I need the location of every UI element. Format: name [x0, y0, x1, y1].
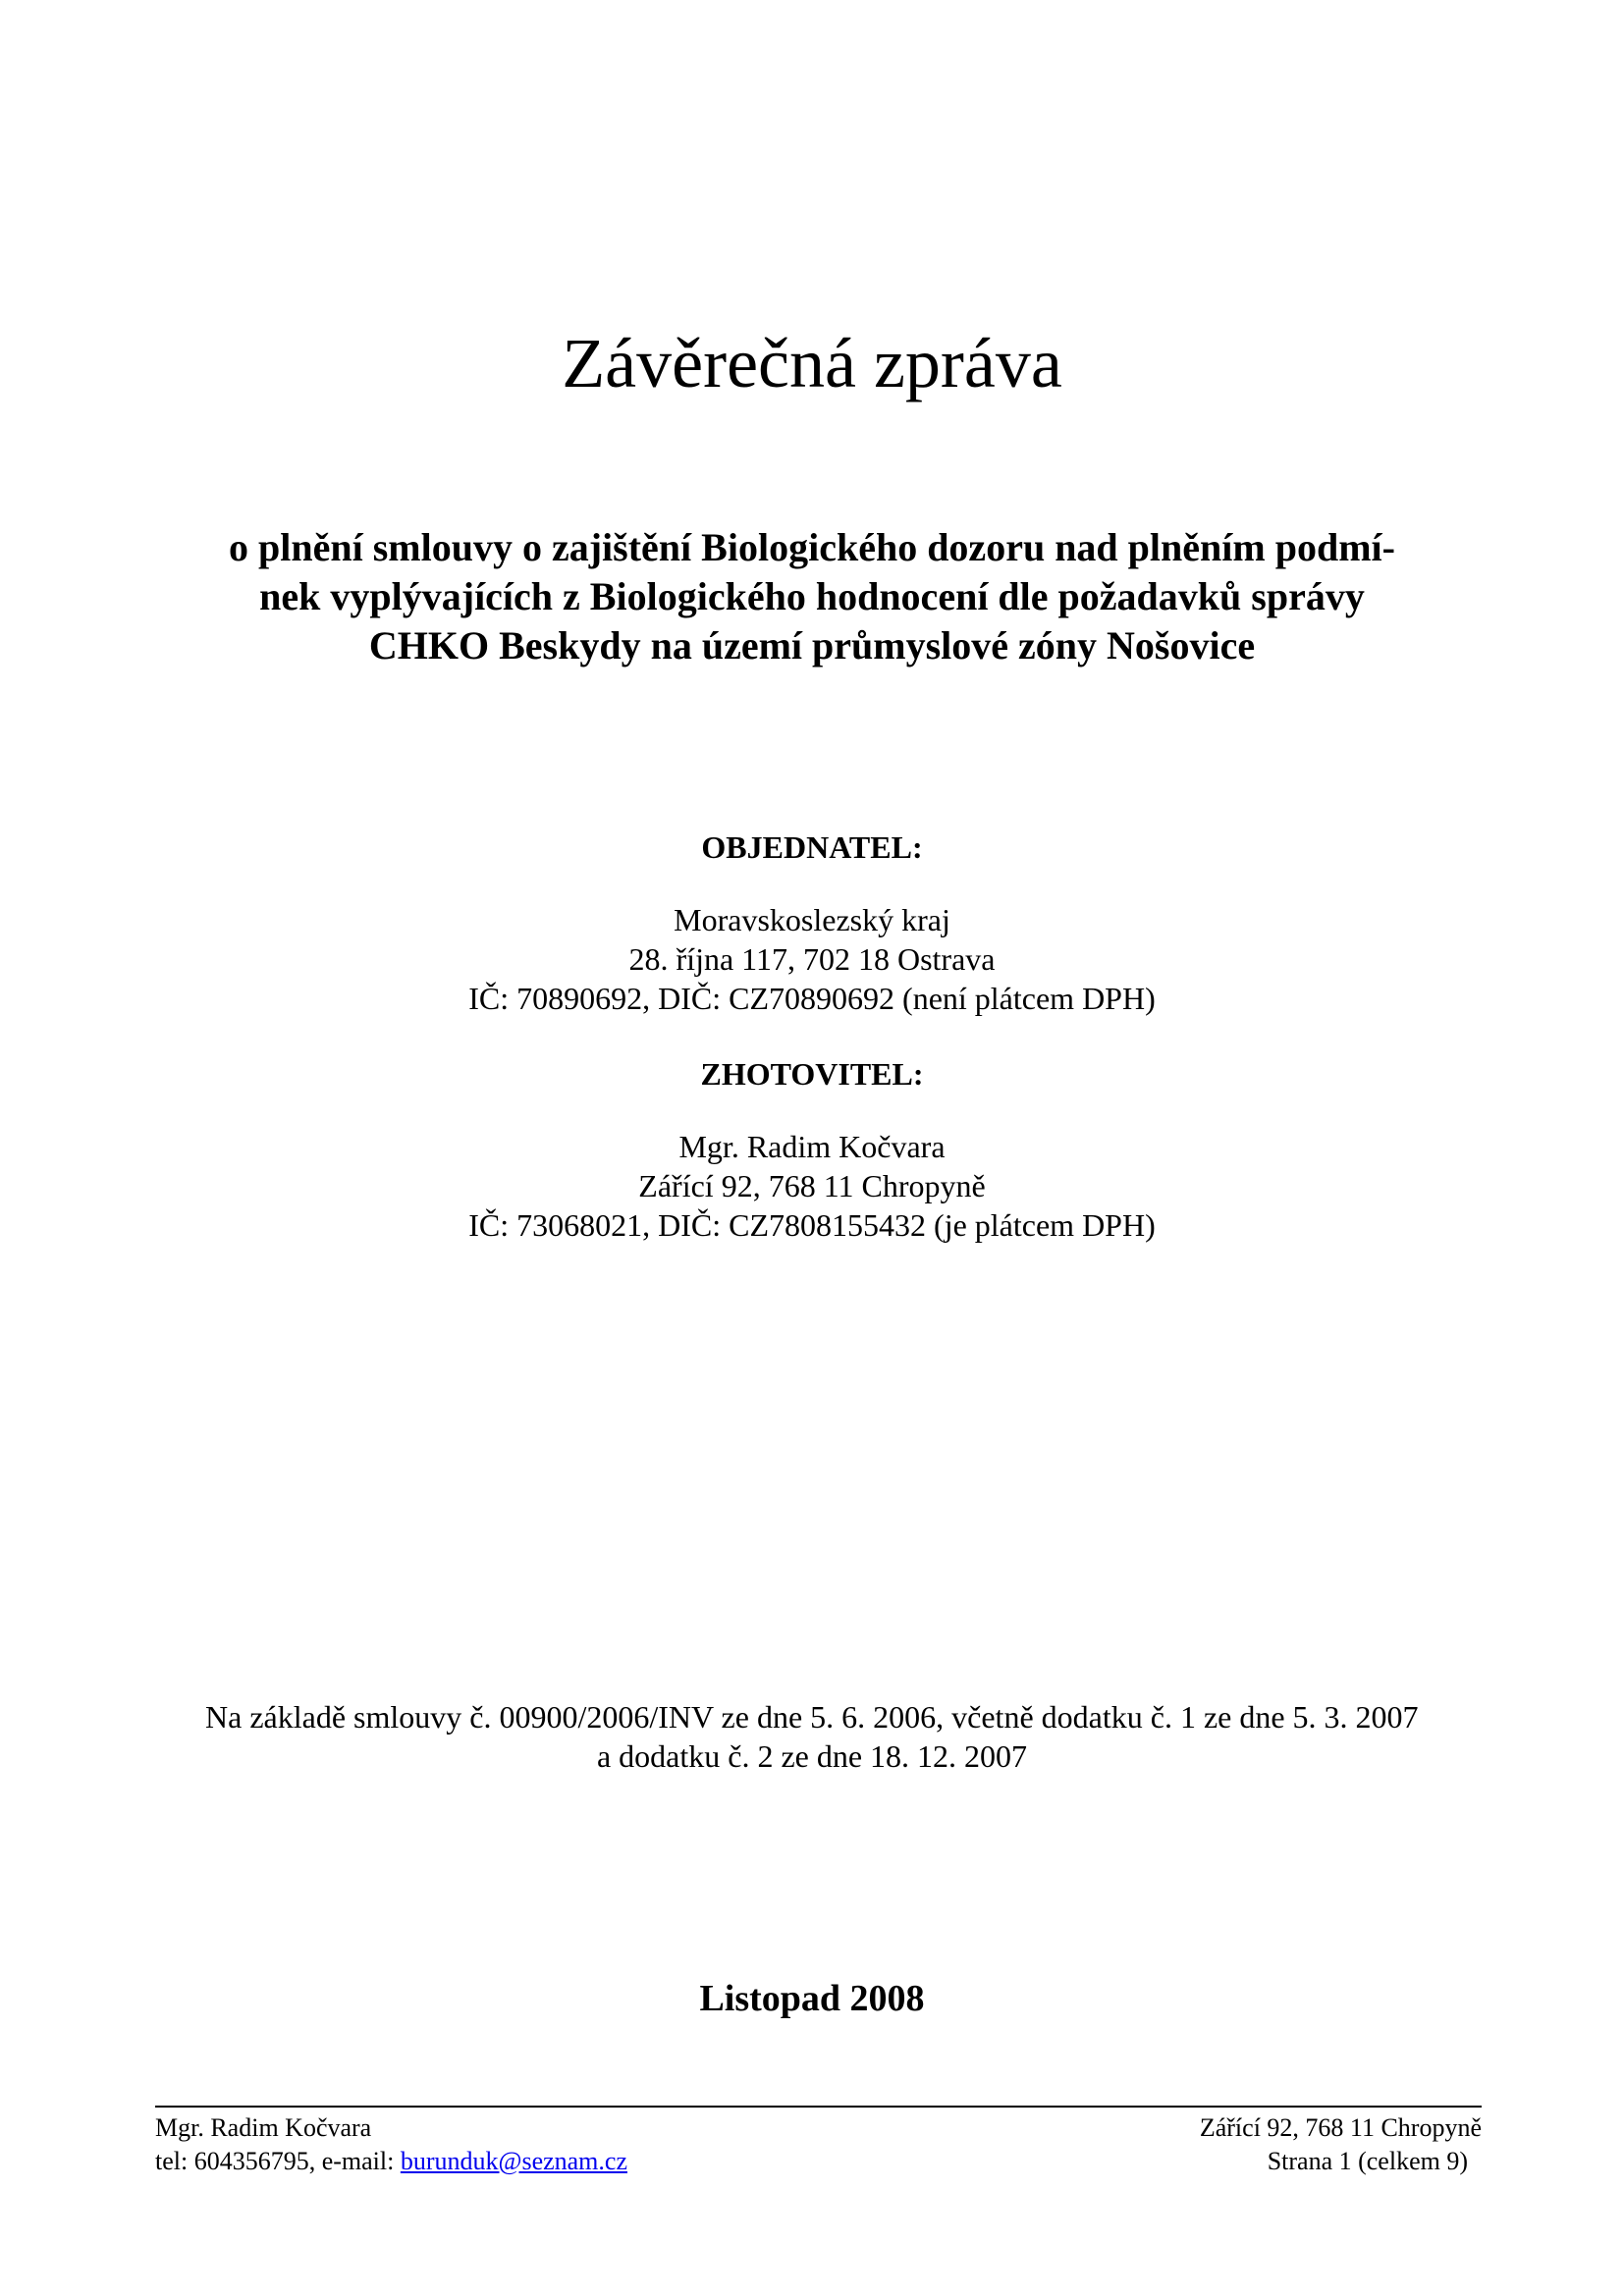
document-subtitle	[0, 523, 1624, 670]
document-title: Závěrečná zpráva	[562, 324, 1062, 403]
footer-email-link[interactable]: burunduk@seznam.cz	[400, 2147, 627, 2175]
contract-line: Na základě smlouvy č. 00900/2006/INV ze dne 5. 6. 2006, včetně dodatku č. 1 ze dne 5. 3. 2007	[205, 1699, 1419, 1735]
contractor-address: Zářící 92, 768 11 Chropyně	[638, 1168, 986, 1203]
contractor-ids: IČ: 73068021, DIČ: CZ7808155432 (je plátcem DPH)	[468, 1207, 1156, 1243]
footer-row	[155, 2111, 1482, 2145]
client-address: 28. října 117, 702 18 Ostrava	[628, 941, 996, 977]
contractor-name: Mgr. Radim Kočvara	[678, 1129, 946, 1164]
footer-row	[155, 2145, 1482, 2178]
client-ids: IČ: 70890692, DIČ: CZ70890692 (není plátcem DPH)	[468, 981, 1156, 1016]
contract-reference	[0, 1697, 1624, 1776]
contractor-details	[0, 1127, 1624, 1245]
client-details	[0, 900, 1624, 1018]
contract-line: a dodatku č. 2 ze dne 18. 12. 2007	[596, 1738, 1028, 1774]
footer-divider	[155, 2106, 1482, 2108]
contractor-label: ZHOTOVITEL:	[700, 1056, 924, 1092]
footer-page-number: Strana 1 (celkem 9)	[1267, 2147, 1468, 2175]
footer-address: Zářící 92, 768 11 Chropyně	[1199, 2113, 1482, 2142]
subtitle-line: o plnění smlouvy o zajištění Biologického dozoru nad plněním podmí-	[229, 525, 1395, 569]
client-label: OBJEDNATEL:	[701, 829, 923, 865]
subtitle-line: nek vyplývajících z Biologického hodnocení dle požadavků správy	[259, 574, 1365, 618]
footer-author: Mgr. Radim Kočvara	[155, 2113, 372, 2142]
client-name: Moravskoslezský kraj	[674, 902, 950, 937]
page-footer	[155, 2111, 1482, 2178]
subtitle-line: CHKO Beskydy na území průmyslové zóny Nošovice	[368, 623, 1256, 667]
footer-contact	[155, 2145, 627, 2178]
footer-phone: tel: 604356795, e-mail:	[155, 2147, 401, 2175]
document-date: Listopad 2008	[699, 1978, 925, 2019]
